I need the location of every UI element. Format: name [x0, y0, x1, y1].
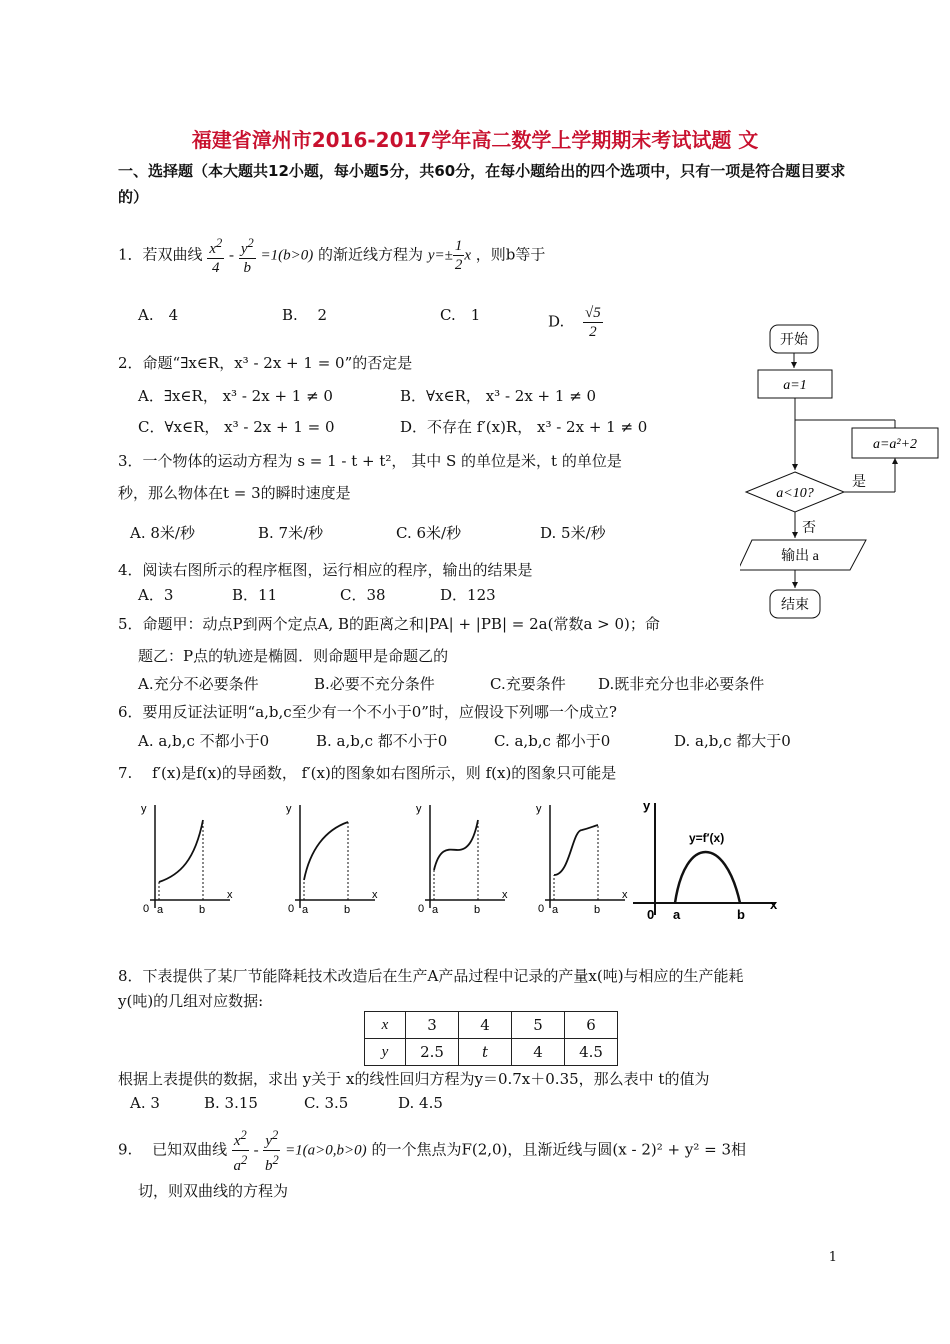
svg-text:输出 a: 输出 a — [781, 549, 819, 564]
question-1: 1．若双曲线 $\frac{x^2}{4}$ - $\frac{y^2}{b}$ =1(b>0) 的渐近线方程为 y=± $\frac{1}{2}$ x ，则b等于 — [118, 236, 546, 276]
q1-post: ，则b等于 — [475, 245, 546, 264]
svg-text:b: b — [474, 904, 481, 916]
q1-option-c: C. 1 — [440, 306, 481, 324]
question-5-line1: 5．命题甲：动点P到两个定点A, B的距离之和|PA| + |PB| = 2a(常数a > 0)；命 — [118, 615, 660, 633]
table-row: y 2.5 t 4 4.5 — [365, 1039, 618, 1066]
svg-text:x: x — [502, 889, 508, 901]
q4-option-b: B．11 — [232, 586, 278, 604]
q1-option-d: D. $\frac{√5}{2}$ — [548, 305, 601, 340]
question-3-line2: 秒，那么物体在t = 3的瞬时速度是 — [118, 484, 351, 502]
q6-option-b: B. a,b,c 都不小于0 — [316, 732, 448, 750]
svg-text:y: y — [643, 798, 651, 813]
q2-option-d: D．不存在 f′(x)R， x³ - 2x + 1 ≠ 0 — [400, 418, 648, 436]
svg-text:b: b — [737, 907, 745, 922]
svg-text:0: 0 — [288, 903, 295, 915]
q4-option-c: C．38 — [340, 586, 386, 604]
q2-option-c: C．∀x∈R， x³ - 2x + 1 = 0 — [138, 418, 335, 436]
q8-option-a: A. 3 — [130, 1094, 160, 1112]
svg-text:y: y — [536, 803, 542, 815]
question-4: 4．阅读右图所示的程序框图，运行相应的程序，输出的结果是 — [118, 561, 533, 579]
graph-b — [286, 803, 378, 916]
graph-c — [416, 803, 508, 916]
question-8-line3: 根据上表提供的数据，求出 y关于 x的线性回归方程为y＝0.7x＋0.35，那么表中 t的值为 — [118, 1070, 710, 1088]
q2-option-b: B．∀x∈R， x³ - 2x + 1 ≠ 0 — [400, 387, 597, 405]
svg-text:a: a — [157, 904, 164, 916]
question-6: 6．要用反证法证明“a,b,c至少有一个不小于0”时，应假设下列哪一个成立? — [118, 703, 617, 721]
svg-text:x: x — [227, 889, 233, 901]
q6-option-a: A. a,b,c 不都小于0 — [138, 732, 270, 750]
svg-text:a: a — [552, 904, 559, 916]
q6-option-d: D. a,b,c 都大于0 — [674, 732, 791, 750]
svg-text:x: x — [622, 889, 628, 901]
svg-text:是: 是 — [852, 475, 866, 490]
flowchart — [740, 320, 940, 630]
svg-text:b: b — [344, 904, 351, 916]
q5-option-c: C.充要条件 — [490, 675, 566, 693]
q1-prefix: 1．若双曲线 — [118, 245, 203, 264]
q5-option-a: A.充分不必要条件 — [138, 675, 259, 693]
question-2: 2．命题“∃x∈R，x³ - 2x + 1 = 0”的否定是 — [118, 354, 413, 372]
svg-text:结束: 结束 — [781, 598, 809, 613]
svg-text:y=f′(x): y=f′(x) — [689, 831, 725, 845]
svg-text:a: a — [432, 904, 439, 916]
data-table — [364, 1011, 618, 1066]
svg-text:a=a²+2: a=a²+2 — [872, 437, 918, 452]
svg-text:a: a — [302, 904, 309, 916]
page-number: 1 — [828, 1250, 837, 1265]
svg-text:y: y — [416, 803, 422, 815]
svg-text:开始: 开始 — [780, 333, 808, 348]
graph-derivative — [633, 798, 778, 922]
q6-option-c: C. a,b,c 都小于0 — [494, 732, 611, 750]
table-row: x 3 4 5 6 — [365, 1012, 618, 1039]
svg-text:b: b — [199, 904, 206, 916]
q3-option-b: B. 7米/秒 — [258, 524, 324, 542]
q2-option-a: A．∃x∈R， x³ - 2x + 1 ≠ 0 — [138, 387, 333, 405]
question-8-line2: y(吨)的几组对应数据: — [118, 992, 264, 1010]
q4-option-a: A．3 — [138, 586, 174, 604]
q8-option-b: B. 3.15 — [204, 1094, 258, 1112]
page-title: 福建省漳州市2016-2017学年高二数学上学期期末考试试题 文 — [191, 128, 759, 152]
section-header: 一、选择题（本大题共12小题，每小题5分，共60分，在每小题给出的四个选项中，只有一项是符合题目要求的） — [118, 162, 846, 206]
q8-option-d: D. 4.5 — [398, 1094, 443, 1112]
svg-text:否: 否 — [802, 521, 816, 536]
svg-text:y: y — [286, 803, 292, 815]
svg-text:x: x — [372, 889, 378, 901]
q3-option-a: A. 8米/秒 — [130, 524, 195, 542]
svg-text:0: 0 — [418, 903, 425, 915]
svg-text:x: x — [770, 897, 778, 912]
q5-option-b: B.必要不充分条件 — [314, 675, 435, 693]
question-9: 9. 已知双曲线 $\frac{x^2}{a^2}$ - $\frac{y^2}{b^2}$ =1(a>0,b>0) 的一个焦点为F(2,0)，且渐近线与圆(x - 2)² + y² = 3相 — [118, 1128, 746, 1174]
question-3-line1: 3．一个物体的运动方程为 s = 1 - t + t²， 其中 S 的单位是米，t 的单位是 — [118, 452, 622, 470]
question-8-line1: 8．下表提供了某厂节能降耗技术改造后在生产A产品过程中记录的产量x(吨)与相应的生产能耗 — [118, 967, 744, 985]
svg-text:y: y — [141, 803, 147, 815]
svg-text:a: a — [673, 907, 681, 922]
svg-text:0: 0 — [538, 903, 545, 915]
q1-option-b: B. 2 — [282, 306, 328, 324]
svg-text:0: 0 — [143, 903, 150, 915]
question-9-line2: 切，则双曲线的方程为 — [138, 1182, 289, 1200]
q8-option-c: C. 3.5 — [304, 1094, 349, 1112]
question-5-line2: 题乙：P点的轨迹是椭圆．则命题甲是命题乙的 — [138, 647, 449, 665]
svg-text:a<10?: a<10? — [776, 486, 814, 501]
q1-mid: 的渐近线方程为 — [318, 245, 424, 264]
q7-graphs — [120, 795, 800, 930]
svg-text:b: b — [594, 904, 601, 916]
q4-option-d: D．123 — [440, 586, 496, 604]
graph-a — [141, 803, 233, 916]
question-7: 7. f′(x)是f(x)的导函数， f′(x)的图象如右图所示，则 f(x)的图象只可能是 — [118, 764, 617, 782]
q5-option-d: D.既非充分也非必要条件 — [598, 675, 765, 693]
svg-text:a=1: a=1 — [783, 378, 807, 393]
q1-option-a: A. 4 — [138, 306, 179, 324]
q3-option-d: D. 5米/秒 — [540, 524, 606, 542]
q3-option-c: C. 6米/秒 — [396, 524, 462, 542]
svg-text:0: 0 — [647, 907, 655, 922]
q1-fraction-y2-b: $\frac{y^2}{b}$ — [240, 236, 254, 276]
q1-fraction-x2-4: $\frac{x^2}{4}$ — [209, 236, 223, 276]
graph-d — [536, 803, 628, 916]
